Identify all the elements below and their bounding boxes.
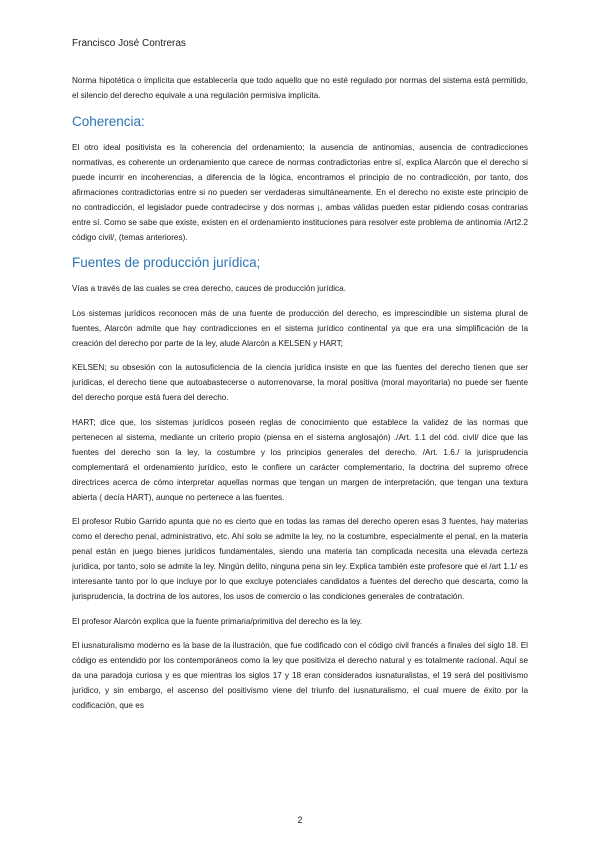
paragraph-hart: HART; dice que, los sistemas jurídicos poseen reglas de conocimiento que establece la validez de las normas que pertenecen al sistema, mediante un criterio propio (piensa en el sistema anglosajón) ./Art. 1.1 del cód. civil/ dice que las fuentes del derecho son la ley, la costumbre y los principios generales del derecho. /Art. 1.6./ la jurisprudencia complementará el ordenamiento jurídico, esto le confiere un carácter complementario, la doctrina del supremo ofrece directrices acerca de cómo interpretar aquellas normas que tengan un margen de interpretación, que tengan una textura abierta ( decía HART), aunque no pertenece a las fuentes.	[72, 417, 528, 502]
paragraph-alarcon: El profesor Alarcón explica que la fuente primaria/primitiva del derecho es la ley.	[72, 616, 363, 626]
paragraph-coherencia: El otro ideal positivista es la coherencia del ordenamiento; la ausencia de antinomias, ausencia de contradicciones normativas, es coherente un ordenamiento que carece de normas contradictorias entre sí, explica Alarcón que el derecho si puede incurrir en incoherencias, a diferencia de la lógica, encontramos el principio de no contradicción, por tanto, dos afirmaciones contradictorias entre si no pueden ser verdaderas simultáneamente. En el derecho no existe este principio de no contradicción, el legislador puede contradecirse y dos normas ¡, ambas válidas pueden estar pidiendo cosas contrarias entre sí. Como se sabe que existe, existen en el ordenamiento instituciones para resolver este problema de antinomia /Art2.2 código civil/, (temas anteriores).	[72, 142, 528, 242]
paragraph-sistemas-juridicos: Los sistemas jurídicos reconocen más de una fuente de producción del derecho, es imprescindible un sistema plural de fuentes, Alarcón admite que hay contradicciones en el sistema jurídico continental ya que era una simplificación de la creación del derecho por parte de la ley, alude Alarcón a KELSEN y HART;	[72, 308, 528, 348]
paragraph-iusnaturalismo: El iusnaturalismo moderno es la base de la ilustración, que fue codificado con el código civil francés a finales del siglo 18. El código es entendido por los contemporáneos como la ley que positiviza el derecho natural y es totalmente racional. Aquí se da una paradoja curiosa y es que mientras los siglos 17 y 18 eran considerados iusnaturalistas, el 19 será del positivismo jurídico, y sin embargo, el ascenso del positivismo viene del triunfo del iusnaturalismo, el cual muere de éxito por la codificación, que es	[72, 641, 528, 710]
paragraph-rubio-garrido: El profesor Rubio Garrido apunta que no es cierto que en todas las ramas del derecho operen esas 3 fuentes, hay materias como el derecho penal, administrativo, etc. Ahí solo se admite la ley, no la costumbre, especialmente el penal, en la materia penal están en juego bienes jurídicos fundamentales, siendo una materia tan complicada necesita una elevada certeza jurídica, por tanto, solo se admite la ley. Ningún delito, ninguna pena sin ley. Explica también este profesore que el /art 1.1/ es interesante tanto por lo que incluye por lo que excluye potenciales candidatos a fuentes del derecho que descarta, como la jurisprudencia, la doctrina de los autores, los usos de comercio o las condiciones generales de contratación.	[72, 517, 528, 601]
paragraph-vias: Vías a través de las cuales se crea derecho, cauces de producción jurídica.	[72, 284, 346, 293]
page-number: 2	[297, 815, 303, 825]
paragraph-kelsen: KELSEN; su obsesión con la autosuficiencia de la ciencia jurídica insiste en que las fuentes del derecho tienen que ser jurídicas, el derecho tiene que autoabastecerse o autorrenovarse, la moral positiva (moral mayoritaria) no puede ser fuente del derecho porque está fuera del derecho.	[72, 363, 528, 402]
heading-coherencia: Coherencia:	[72, 113, 145, 129]
page-header-author: Francisco José Contreras	[72, 38, 186, 49]
heading-fuentes: Fuentes de producción jurídica;	[72, 255, 261, 270]
paragraph-norma-hipotetica: Norma hipotética o implícita que establecería que todo aquello que no esté regulado por normas del sistema está permitido, el silencio del derecho equivale a una regulación permisiva implícita.	[72, 76, 528, 100]
document-body	[72, 73, 528, 723]
